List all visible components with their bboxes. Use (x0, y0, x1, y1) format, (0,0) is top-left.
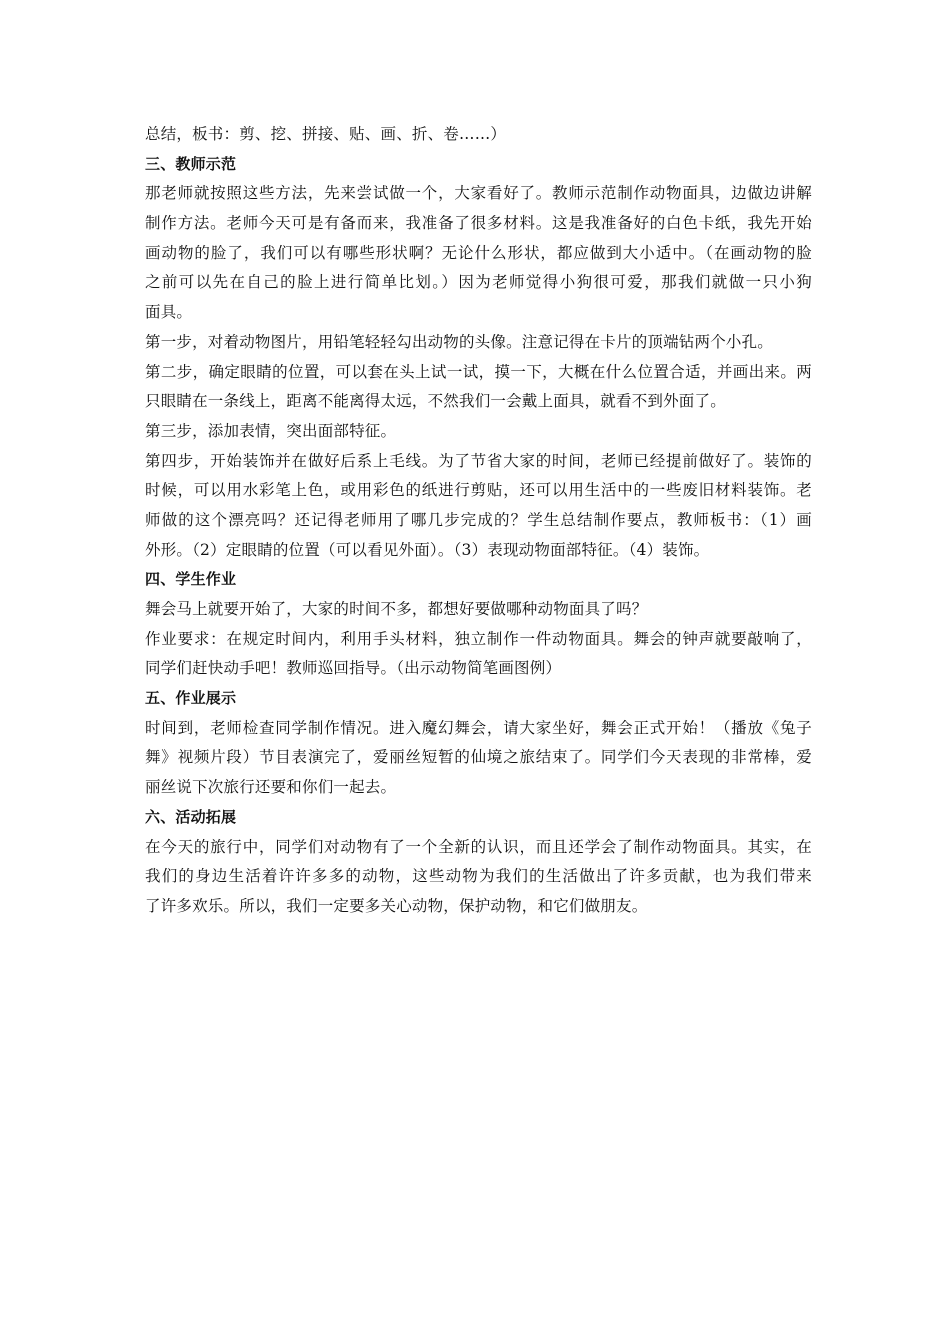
paragraph-line: 舞》视频片段）节目表演完了，爱丽丝短暂的仙境之旅结束了。同学们今天表现的非常棒，爱 (145, 748, 812, 767)
paragraph-line: 了许多欢乐。所以，我们一定要多关心动物，保护动物，和它们做朋友。 (145, 896, 648, 915)
paragraph-line: 丽丝说下次旅行还要和你们一起去。 (145, 778, 397, 797)
paragraph-line: 第四步，开始装饰并在做好后系上毛线。为了节省大家的时间，老师已经提前做好了。装饰的 (145, 451, 812, 470)
paragraph-line: 面具。 (145, 303, 193, 322)
document-page (145, 120, 812, 922)
paragraph-line: 舞会马上就要开始了，大家的时间不多，都想好要做哪种动物面具了吗？ (145, 600, 648, 618)
paragraph-line: 师做的这个漂亮吗？还记得老师用了哪几步完成的？学生总结制作要点，教师板书：（1）画 (145, 510, 812, 529)
section-heading-teacher-demo: 三、教师示范 (145, 154, 237, 173)
paragraph-line: 之前可以先在自己的脸上进行简单比划。）因为老师觉得小狗很可爱，那我们就做一只小狗 (145, 273, 812, 292)
paragraph-line: 在今天的旅行中，同学们对动物有了一个全新的认识，而且还学会了制作动物面具。其实，在 (145, 837, 812, 856)
section-heading-homework-display: 五、作业展示 (145, 689, 237, 708)
paragraph-line: 画动物的脸了，我们可以有哪些形状啊？无论什么形状，都应做到大小适中。（在画动物的脸 (145, 243, 812, 262)
paragraph-line: 作业要求：在规定时间内，利用手头材料，独立制作一件动物面具。舞会的钟声就要敲响了， (145, 629, 812, 648)
paragraph-line: 时间到，老师检查同学制作情况。进入魔幻舞会，请大家坐好，舞会正式开始！（播放《兔子 (145, 718, 812, 737)
section-heading-activity-extension: 六、活动拓展 (145, 807, 237, 826)
paragraph-line: 外形。（2）定眼睛的位置（可以看见外面）。（3）表现动物面部特征。（4）装饰。 (145, 540, 710, 559)
paragraph-line: 第三步，添加表情，突出面部特征。 (145, 421, 397, 440)
paragraph-line: 只眼睛在一条线上，距离不能离得太远，不然我们一会戴上面具，就看不到外面了。 (145, 392, 726, 411)
intro-line: 总结，板书：剪、挖、拼接、贴、画、折、卷……） (145, 125, 507, 143)
paragraph-line: 时候，可以用水彩笔上色，或用彩色的纸进行剪贴，还可以用生活中的一些废旧材料装饰。老 (145, 481, 812, 500)
paragraph-line: 第二步，确定眼睛的位置，可以套在头上试一试，摸一下，大概在什么位置合适，并画出来。两 (145, 362, 812, 381)
paragraph-line: 我们的身边生活着许许多多的动物，这些动物为我们的生活做出了许多贡献，也为我们带来 (145, 867, 812, 886)
paragraph-line: 那老师就按照这些方法，先来尝试做一个，大家看好了。教师示范制作动物面具，边做边讲解 (145, 184, 812, 203)
paragraph-line: 制作方法。老师今天可是有备而来，我准备了很多材料。这是我准备好的白色卡纸，我先开始 (145, 214, 812, 233)
paragraph-line: 同学们赶快动手吧！教师巡回指导。（出示动物简笔画图例） (145, 659, 562, 678)
paragraph-line: 第一步，对着动物图片，用铅笔轻轻勾出动物的头像。注意记得在卡片的顶端钻两个小孔。 (145, 332, 774, 351)
section-heading-student-homework: 四、学生作业 (145, 570, 237, 589)
